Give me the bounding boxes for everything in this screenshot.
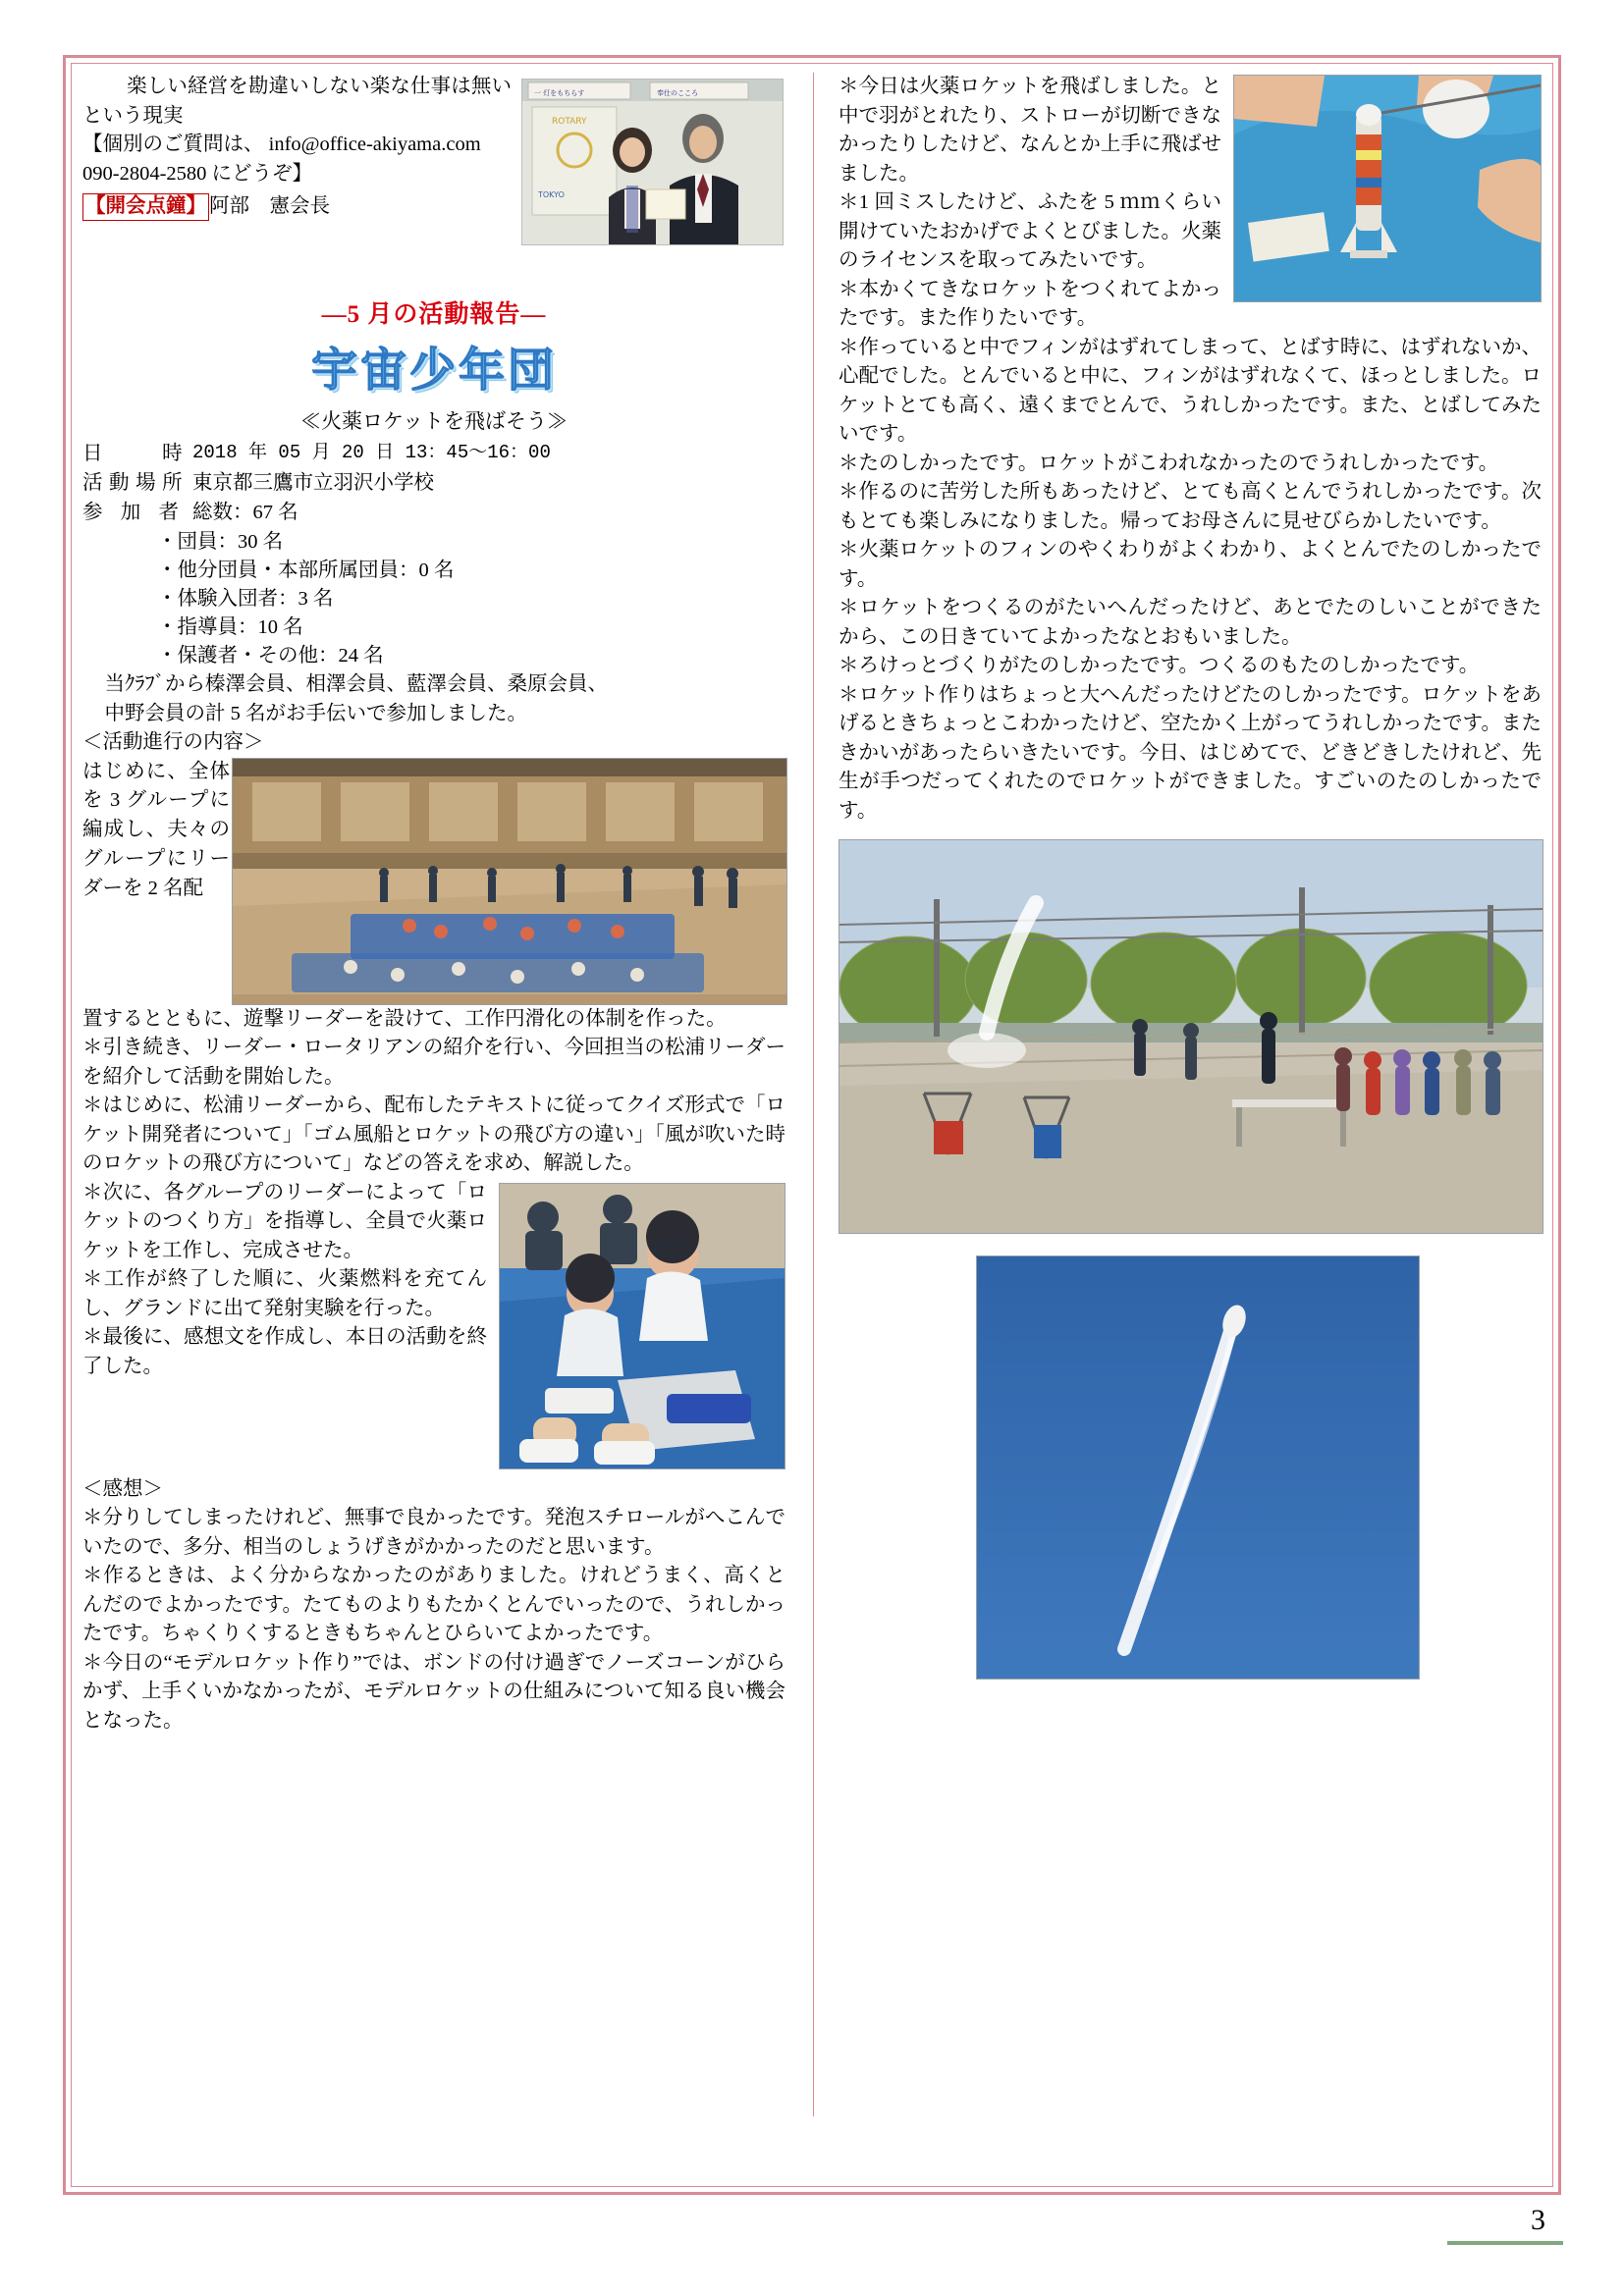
section-impressions-heading: ＜感想＞ [82, 1477, 163, 1500]
report-title: ―5 月の活動報告― [321, 300, 547, 328]
chairman-badge: 【開会点鐘】 [82, 193, 209, 221]
right-item: ＊ロケット作りはちょっと大へんだったけどたのしかったです。ロケットをあげるときちょっとこわかったけど、空たかく上がってうれしかったです。またきかいがあったらいきたいです。今日、はじめてで、どきどきしたけれど、先生が手つだってくれたのでロケットができました。すごいのたのしかったです。 [839, 683, 1542, 822]
left-top-line-2: 【個別のご質問は、 info@office-akiyama.com [82, 133, 481, 156]
participant-bullet: ・他分団員・本部所属団員：0 名 [157, 559, 455, 581]
progress-wrap-text: はじめに、全体を 3 グループに編成し、夫々のグループにリーダーを 2 名配 [82, 760, 230, 899]
impression-item: ＊分りしてしまったけれど、無事で良かったです。発泡スチロールがへこんでいたので、多分、相当のしょうげきがかかったのだと思います。 [82, 1507, 785, 1558]
right-wrap-item: ＊今日は火薬ロケットを飛ばしました。と中で羽がとれたり、ストローが切断できなかったりしたけど、なんとか上手に飛ばせました。 [839, 76, 1221, 185]
page-number: 3 [1531, 2204, 1545, 2236]
progress-item: ＊最後に、感想文を作成し、本日の活動を終了した。 [82, 1326, 487, 1377]
impression-item: ＊作るときは、よく分からなかったのがありました。けれどうまく、高くとんだのでよかったです。たてものよりもたかくとんでいったので、うれしかったです。ちゃくりくするときもちゃんとひらいてよかったです。 [82, 1565, 785, 1645]
activity-info-table [82, 439, 785, 671]
page-columns [82, 73, 1542, 2179]
rocket-sky-image [977, 1256, 1419, 1679]
info-value-place: 東京都三鷹市立羽沢小学校 [192, 471, 434, 494]
gymnasium-image [233, 759, 786, 1004]
right-wrap-item: ＊1 回ミスしたけど、ふたを 5 ｍｍくらい開けていたおかげでよくとびました。火薬のライセンスを取ってみたいです。 [839, 191, 1221, 272]
progress-item: ＊引き続き、リーダー・ロータリアンの紹介を行い、今回担当の松浦リーダーを紹介して活動を開始した。 [82, 1037, 785, 1088]
info-value-date: 2018 年 05 月 20 日 13：45～16：00 [192, 441, 551, 463]
club-logo-text: 宇宙少年団 [311, 343, 557, 398]
info-label-date: 日 時 [82, 442, 189, 464]
rocket-in-sky-photo [976, 1255, 1420, 1680]
right-wrap-item: ＊本かくてきなロケットをつくれてよかったです。また作りたいです。 [839, 278, 1221, 330]
page-footer-rule [1447, 2241, 1563, 2245]
children-crafting-rockets-photo [499, 1183, 785, 1469]
info-label-place: 活動場所 [82, 471, 189, 494]
info-row [82, 498, 785, 527]
left-column [82, 73, 785, 1735]
right-item: ＊ロケットをつくるのがたいへんだったけど、あとでたのしいことができたから、この日きていてよかったなとおもいました。 [839, 597, 1542, 648]
info-value-participants: 総数：67 名 [192, 502, 298, 524]
info-label-participants: 参 加 者 [82, 502, 186, 524]
right-item: ＊作るのに苦労した所もあったけど、とても高くとんでうれしかったです。次もとても楽しみになりました。帰ってお母さんに見せびらかしたいです。 [839, 481, 1542, 532]
right-item: ＊火薬ロケットのフィンのやくわりがよくわかり、よくとんでたのしかったです。 [839, 539, 1542, 590]
section-progress-heading: ＜活動進行の内容＞ [82, 731, 264, 754]
award-ceremony-image [522, 80, 783, 244]
progress-item: ＊次に、各グループのリーダーによって「ロケットのつくり方」を指導し、全員で火薬ロケットを工作し、完成させた。 [82, 1181, 487, 1261]
left-top-line-3: 090-2804-2580 にどうぞ】 [82, 162, 313, 185]
svg-text:一 灯をもちらす: 一 灯をもちらす [534, 89, 585, 97]
right-item: ＊たのしかったです。ロケットがこわれなかったのでうれしかったです。 [839, 452, 1499, 474]
column-divider [813, 73, 814, 2116]
club-note-line-2: 中野会員の計 5 名がお手伝いで参加しました。 [104, 702, 528, 724]
participant-bullet: ・指導員：10 名 [157, 615, 303, 638]
crafting-image [500, 1184, 785, 1468]
gymnasium-group-photo [232, 758, 787, 1005]
outdoor-launch-field-photo [839, 839, 1543, 1234]
svg-text:TOKYO: TOKYO [538, 190, 565, 199]
rocket-launcher-image [1234, 76, 1541, 301]
rocket-on-launcher-photo [1233, 75, 1542, 302]
left-top-line-1: 楽しい経営を勘違いしない楽な仕事は無いという現実 [82, 76, 512, 127]
progress-rest-text: 置するとともに、遊撃リーダーを設けて、工作円滑化の体制を作った。 [82, 1007, 727, 1030]
right-column [839, 73, 1542, 1680]
right-item: ＊作っていると中でフィンがはずれてしまって、とばす時に、はずれないか、心配でした。とんでいると中に、フィンがはずれなくて、ほっとしました。ロケットとても高く、遠くまでとんで、うれしかったです。また、とばしてみたいです。 [839, 336, 1542, 446]
svg-text:ROTARY: ROTARY [552, 117, 587, 127]
info-row [82, 439, 785, 468]
progress-item: ＊工作が終了した順に、火薬燃料を充てんし、グランドに出て発射実験を行った。 [82, 1268, 487, 1319]
participant-bullet: ・団員：30 名 [157, 530, 284, 553]
chairman-name: 阿部 憲会長 [209, 195, 330, 218]
svg-text:奉仕のこころ: 奉仕のこころ [657, 89, 698, 97]
award-ceremony-photo [521, 79, 784, 245]
impression-item: ＊今日の“モデルロケット作り”では、ボンドの付け過ぎでノーズコーンがひらかず、上手くいかなかったが、モデルロケットの仕組みについて知る良い機会となった。 [82, 1651, 785, 1732]
right-item: ＊ろけっとづくりがたのしかったです。つくるのもたのしかったです。 [839, 655, 1480, 677]
progress-item: ＊はじめに、松浦リーダーから、配布したテキストに従ってクイズ形式で「ロケット開発者について」「ゴム風船とロケットの飛び方の違い」「風が吹いた時のロケットの飛び方について」などの答えを求め、解説した。 [82, 1095, 785, 1175]
participant-bullet: ・保護者・その他：24 名 [157, 645, 384, 667]
activity-subtitle: ≪火薬ロケットを飛ばそう≫ [300, 408, 568, 433]
info-row [82, 468, 785, 498]
club-note-line-1: 当ｸﾗﾌﾞから榛澤会員、相澤会員、藍澤会員、桑原会員、 [104, 673, 609, 696]
launch-field-image [839, 840, 1543, 1233]
participant-bullet: ・体験入団者：3 名 [157, 587, 334, 610]
